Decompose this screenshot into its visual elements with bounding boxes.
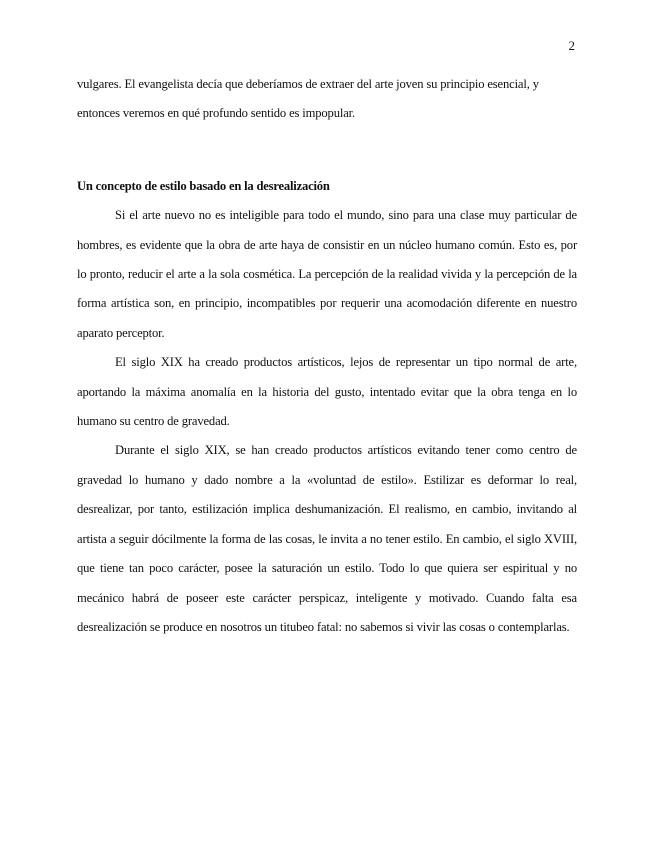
- body-paragraph-3: Durante el siglo XIX, se han creado productos artísticos evitando tener como centro de gravedad lo humano y dado nombre a la «voluntad de estilo». Estilizar es deformar lo real, desrealizar, por tanto, estilización implica deshumanización. El realismo, en cambio, invitando al artista a seguir dócilmente la forma de las cosas, le invita a no tener estilo. En cambio, el siglo XVIII, que tiene tan poco carácter, posee la saturación un estilo. Todo lo que quiera ser espiritual y no mecánico habrá de poseer este carácter perspicaz, inteligente y motivado. Cuando falta esa desrealización se produce en nosotros un titubeo fatal: no sabemos si vivir las cosas o contemplarlas.: [77, 443, 577, 634]
- section-heading: Un concepto de estilo basado en la desrealización: [77, 178, 330, 193]
- opening-paragraph: vulgares. El evangelista decía que deberíamos de extraer del arte joven su principio esencial, y entonces veremos en qué profundo sentido es impopular.: [77, 77, 539, 121]
- document-body: [77, 70, 577, 642]
- body-paragraph-1: Si el arte nuevo no es inteligible para todo el mundo, sino para una clase muy particular de hombres, es evidente que la obra de arte haya de consistir en un núcleo humano común. Esto es, por lo pronto, reducir el arte a la sola cosmética. La percepción de la realidad vivida y la percepción de la forma artística son, en principio, incompatibles por requerir una acomodación diferente en nuestro aparato perceptor.: [77, 208, 577, 340]
- page-number: 2: [568, 38, 575, 53]
- body-paragraph-2: El siglo XIX ha creado productos artísticos, lejos de representar un tipo normal de arte, aportando la máxima anomalía en la historia del gusto, intentado evitar que la obra tenga en lo humano su centro de gravedad.: [77, 355, 577, 429]
